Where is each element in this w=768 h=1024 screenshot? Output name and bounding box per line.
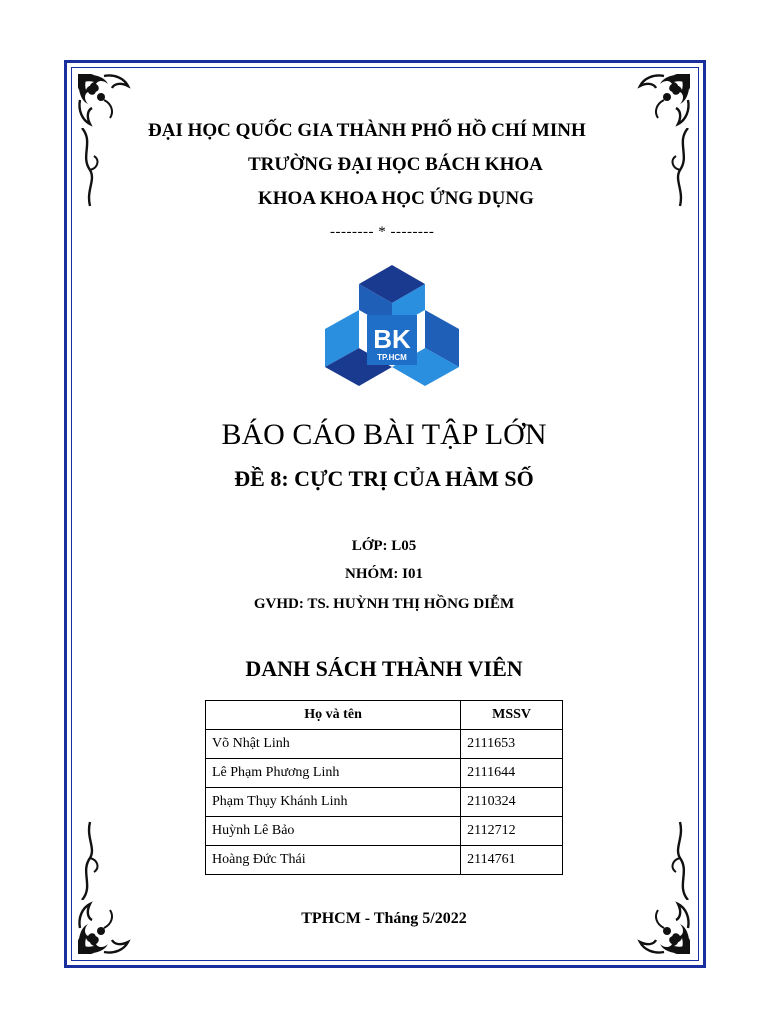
header-name: Họ và tên [206,701,461,730]
table-header-row [206,701,563,730]
table-row [206,788,563,817]
class-label: LỚP: L05 [351,538,417,554]
university-name: ĐẠI HỌC QUỐC GIA THÀNH PHỐ HỒ CHÍ MINH [148,120,586,141]
side-ornament-icon [76,128,102,208]
corner-ornament-icon [636,70,694,128]
group-label: NHÓM: I01 [345,566,423,582]
side-ornament-icon [668,128,694,208]
bk-logo [325,265,459,393]
table-row [206,846,563,875]
header-separator: -------- * -------- [330,224,435,240]
table-row [206,759,563,788]
table-row [206,817,563,846]
member-id: 2111653 [461,730,563,759]
corner-ornament-icon [636,900,694,958]
member-name: Lê Phạm Phương Linh [206,759,461,788]
header-id: MSSV [461,701,563,730]
logo-text-main: BK [373,324,411,354]
report-title: BÁO CÁO BÀI TẬP LỚN [221,418,547,451]
advisor-label: GVHD: TS. HUỲNH THỊ HỒNG DIỄM [253,596,515,612]
members-table [205,700,563,875]
school-name: TRƯỜNG ĐẠI HỌC BÁCH KHOA [248,154,543,175]
members-title: DANH SÁCH THÀNH VIÊN [245,656,523,681]
member-name: Huỳnh Lê Bảo [206,817,461,846]
corner-ornament-icon [74,70,132,128]
table-row [206,730,563,759]
member-id: 2110324 [461,788,563,817]
member-name: Võ Nhật Linh [206,730,461,759]
member-id: 2112712 [461,817,563,846]
report-subtitle: ĐỀ 8: CỰC TRỊ CỦA HÀM SỐ [234,466,534,491]
side-ornament-icon [76,820,102,900]
member-id: 2111644 [461,759,563,788]
side-ornament-icon [668,820,694,900]
corner-ornament-icon [74,900,132,958]
faculty-name: KHOA KHOA HỌC ỨNG DỤNG [258,188,534,209]
logo-text-sub: TP.HCM [377,353,407,362]
member-name: Hoàng Đức Thái [206,846,461,875]
member-name: Phạm Thụy Khánh Linh [206,788,461,817]
member-id: 2114761 [461,846,563,875]
footer-date: TPHCM - Tháng 5/2022 [301,910,467,927]
